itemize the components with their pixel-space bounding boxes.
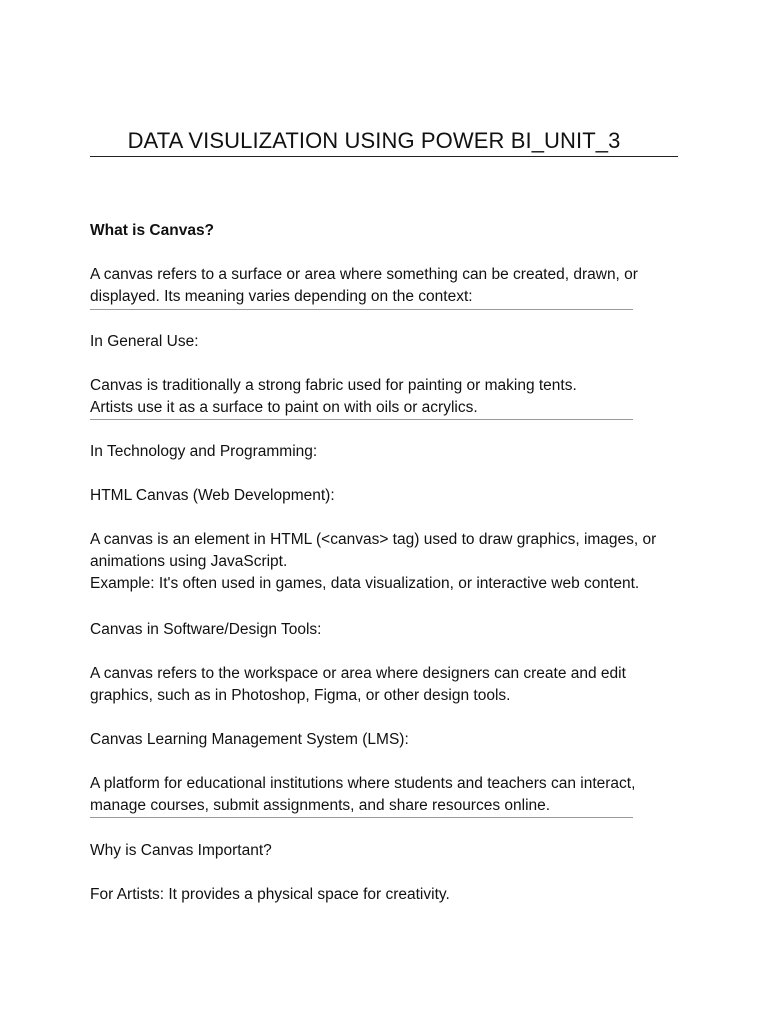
subheading-general-use: In General Use:: [90, 333, 199, 350]
section-divider: [90, 817, 633, 818]
paragraph-line: A platform for educational institutions where students and teachers can interact,: [90, 775, 636, 792]
paragraph-line: animations using JavaScript.: [90, 553, 288, 570]
document-title: DATA VISULIZATION USING POWER BI_UNIT_3: [127, 128, 621, 153]
paragraph-line: graphics, such as in Photoshop, Figma, or other design tools.: [90, 687, 511, 704]
paragraph-line: Artists use it as a surface to paint on with oils or acrylics.: [90, 399, 478, 416]
paragraph-line: Canvas is traditionally a strong fabric used for painting or making tents.: [90, 377, 577, 394]
section-divider: [90, 309, 633, 310]
subheading-why-important: Why is Canvas Important?: [90, 842, 272, 859]
subheading-design-tools: Canvas in Software/Design Tools:: [90, 621, 322, 638]
paragraph-line: A canvas refers to a surface or area where something can be created, drawn, or: [90, 266, 638, 283]
title-underline: [90, 156, 678, 157]
subheading-lms: Canvas Learning Management System (LMS):: [90, 731, 409, 748]
paragraph-line: A canvas refers to the workspace or area where designers can create and edit: [90, 665, 626, 682]
heading-what-is-canvas: What is Canvas?: [90, 222, 215, 239]
paragraph-line: A canvas is an element in HTML (<canvas> tag) used to draw graphics, images, or: [90, 531, 657, 548]
paragraph-line: For Artists: It provides a physical space for creativity.: [90, 886, 450, 903]
section-divider: [90, 419, 633, 420]
paragraph-line: displayed. Its meaning varies depending on the context:: [90, 288, 473, 305]
subheading-html-canvas: HTML Canvas (Web Development):: [90, 487, 335, 504]
paragraph-line: Example: It's often used in games, data visualization, or interactive web content.: [90, 575, 640, 592]
subheading-technology: In Technology and Programming:: [90, 443, 318, 460]
paragraph-line: manage courses, submit assignments, and share resources online.: [90, 797, 551, 814]
